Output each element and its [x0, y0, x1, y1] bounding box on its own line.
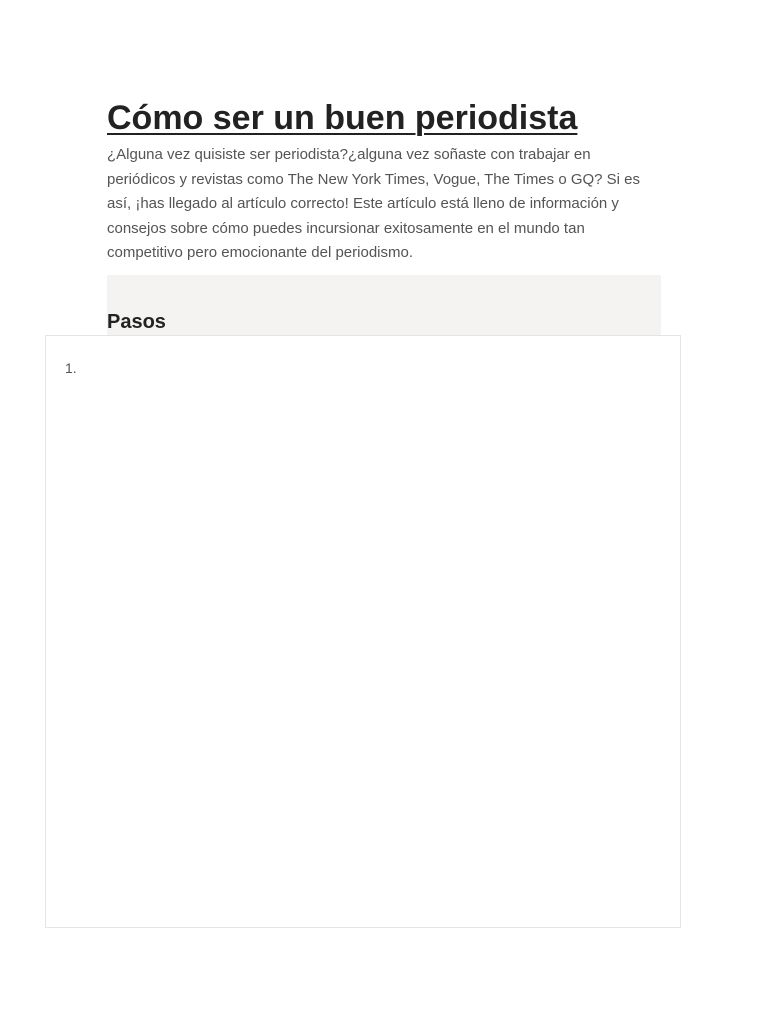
step-number: 1. — [65, 360, 77, 376]
article-intro: ¿Alguna vez quisiste ser periodista?¿alguna vez soñaste con trabajar en periódicos y revistas como The New York Times, Vogue, The Times o GQ? Si es así, ¡has llegado al artículo correcto! Este artículo está lleno de información y consejos sobre cómo puedes incursionar exitosamente en el mundo tan competitivo pero emocionante del periodismo. — [107, 146, 641, 261]
step-card — [45, 335, 681, 928]
article-title: Cómo ser un buen periodista — [107, 99, 578, 137]
steps-header-band — [107, 275, 661, 337]
steps-heading: Pasos — [107, 311, 166, 333]
